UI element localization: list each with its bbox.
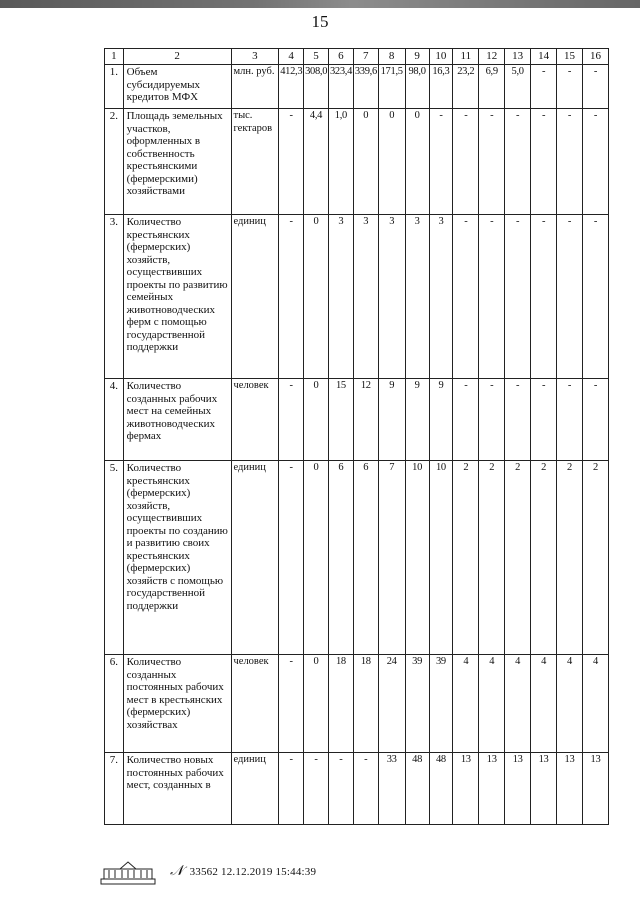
unit-of-measure: человек [231,655,279,753]
scan-top-edge [0,0,640,8]
value-cell: - [582,215,608,379]
value-cell: 15 [328,379,353,461]
row-number: 3. [105,215,124,379]
registration-text: 33562 12.12.2019 15:44:39 [189,866,317,878]
unit-of-measure: млн. руб. [231,65,279,109]
table-row [105,655,609,753]
header-cell: 14 [531,49,557,65]
value-cell: 39 [405,655,429,753]
value-cell: 0 [304,461,329,655]
value-cell: 18 [353,655,378,753]
signature-mark: 𝒩 [170,864,184,879]
value-cell: 4,4 [304,109,329,215]
header-cell: 10 [429,49,453,65]
value-cell: 2 [453,461,479,655]
value-cell: - [279,379,304,461]
value-cell: 3 [378,215,405,379]
value-cell: - [582,65,608,109]
value-cell: - [279,215,304,379]
row-number: 5. [105,461,124,655]
indicator-name: Количество крестьянских (фермерских) хозяйств, осуществивших проекты по развитию семейных животноводческих ферм с помощью государственной поддержки [123,215,231,379]
value-cell: 13 [557,753,583,825]
unit-of-measure: тыс. гектаров [231,109,279,215]
indicators-table [104,48,609,825]
value-cell: - [279,753,304,825]
value-cell: - [582,109,608,215]
unit-of-measure: человек [231,379,279,461]
header-cell: 15 [557,49,583,65]
value-cell: 13 [453,753,479,825]
registration-stamp [170,864,316,880]
row-number: 7. [105,753,124,825]
value-cell: 1,0 [328,109,353,215]
value-cell: 0 [353,109,378,215]
value-cell: 10 [405,461,429,655]
value-cell: - [353,753,378,825]
value-cell: 13 [479,753,505,825]
value-cell: 2 [582,461,608,655]
value-cell: - [505,109,531,215]
header-cell: 9 [405,49,429,65]
value-cell: 48 [405,753,429,825]
value-cell: 10 [429,461,453,655]
value-cell: - [453,379,479,461]
value-cell: - [279,655,304,753]
value-cell: 13 [505,753,531,825]
value-cell: 16,3 [429,65,453,109]
value-cell: 9 [429,379,453,461]
value-cell: 48 [429,753,453,825]
value-cell: 0 [304,215,329,379]
header-cell: 3 [231,49,279,65]
table-row [105,461,609,655]
value-cell: 3 [405,215,429,379]
indicator-name: Количество крестьянских (фермерских) хозяйств, осуществивших проекты по созданию и развитию своих крестьянских (фермерских) хозяйств с помощью государственной поддержки [123,461,231,655]
value-cell: 4 [453,655,479,753]
value-cell: - [505,379,531,461]
row-number: 6. [105,655,124,753]
value-cell: 171,5 [378,65,405,109]
value-cell: 13 [582,753,608,825]
value-cell: 323,4 [328,65,353,109]
value-cell: 39 [429,655,453,753]
header-cell: 11 [453,49,479,65]
header-cell: 5 [304,49,329,65]
value-cell: - [557,215,583,379]
table-row [105,109,609,215]
building-seal-icon [100,859,156,885]
value-cell: 308,0 [304,65,329,109]
value-cell: 0 [304,655,329,753]
value-cell: 98,0 [405,65,429,109]
value-cell: 12 [353,379,378,461]
value-cell: - [531,379,557,461]
row-number: 4. [105,379,124,461]
value-cell: 6 [328,461,353,655]
table-row [105,753,609,825]
value-cell: 33 [378,753,405,825]
value-cell: - [279,461,304,655]
page-number: 15 [311,12,329,31]
value-cell: 4 [582,655,608,753]
value-cell: 412,3 [279,65,304,109]
value-cell: 3 [328,215,353,379]
registration-footer [100,858,400,886]
value-cell: - [479,215,505,379]
value-cell: 18 [328,655,353,753]
header-cell: 7 [353,49,378,65]
value-cell: 2 [479,461,505,655]
value-cell: - [304,753,329,825]
value-cell: 24 [378,655,405,753]
value-cell: 7 [378,461,405,655]
value-cell: 23,2 [453,65,479,109]
header-cell: 12 [479,49,505,65]
value-cell: - [505,215,531,379]
value-cell: 3 [353,215,378,379]
value-cell: 3 [429,215,453,379]
value-cell: 4 [557,655,583,753]
value-cell: 2 [557,461,583,655]
row-number: 2. [105,109,124,215]
indicator-name: Количество созданных постоянных рабочих мест в крестьянских (фермерских) хозяйствах [123,655,231,753]
unit-of-measure: единиц [231,753,279,825]
value-cell: 4 [505,655,531,753]
value-cell: - [453,109,479,215]
header-cell: 1 [105,49,124,65]
value-cell: - [531,65,557,109]
value-cell: - [557,65,583,109]
value-cell: - [557,379,583,461]
value-cell: 2 [505,461,531,655]
header-cell: 6 [328,49,353,65]
value-cell: 5,0 [505,65,531,109]
value-cell: 4 [531,655,557,753]
value-cell: 0 [405,109,429,215]
value-cell: - [453,215,479,379]
unit-of-measure: единиц [231,461,279,655]
header-row [105,49,609,65]
indicator-name: Объем субсидируемых кредитов МФХ [123,65,231,109]
unit-of-measure: единиц [231,215,279,379]
table-row [105,379,609,461]
header-cell: 13 [505,49,531,65]
value-cell: 4 [479,655,505,753]
row-number: 1. [105,65,124,109]
value-cell: - [479,379,505,461]
value-cell: - [429,109,453,215]
value-cell: 6,9 [479,65,505,109]
table-row [105,215,609,379]
value-cell: - [531,109,557,215]
value-cell: - [279,109,304,215]
header-cell: 4 [279,49,304,65]
header-cell: 8 [378,49,405,65]
value-cell: 2 [531,461,557,655]
value-cell: 6 [353,461,378,655]
table-row [105,65,609,109]
value-cell: 339,6 [353,65,378,109]
value-cell: 0 [378,109,405,215]
indicator-name: Количество новых постоянных рабочих мест, созданных в [123,753,231,825]
value-cell: 0 [304,379,329,461]
indicator-name: Площадь земельных участков, оформленных в собственность крестьянскими (фермерскими) хозяйствами [123,109,231,215]
value-cell: - [582,379,608,461]
value-cell: - [531,215,557,379]
value-cell: - [557,109,583,215]
value-cell: - [479,109,505,215]
value-cell: 9 [405,379,429,461]
indicator-name: Количество созданных рабочих мест на семейных животноводческих фермах [123,379,231,461]
header-cell: 16 [582,49,608,65]
header-cell: 2 [123,49,231,65]
value-cell: 9 [378,379,405,461]
value-cell: 13 [531,753,557,825]
value-cell: - [328,753,353,825]
